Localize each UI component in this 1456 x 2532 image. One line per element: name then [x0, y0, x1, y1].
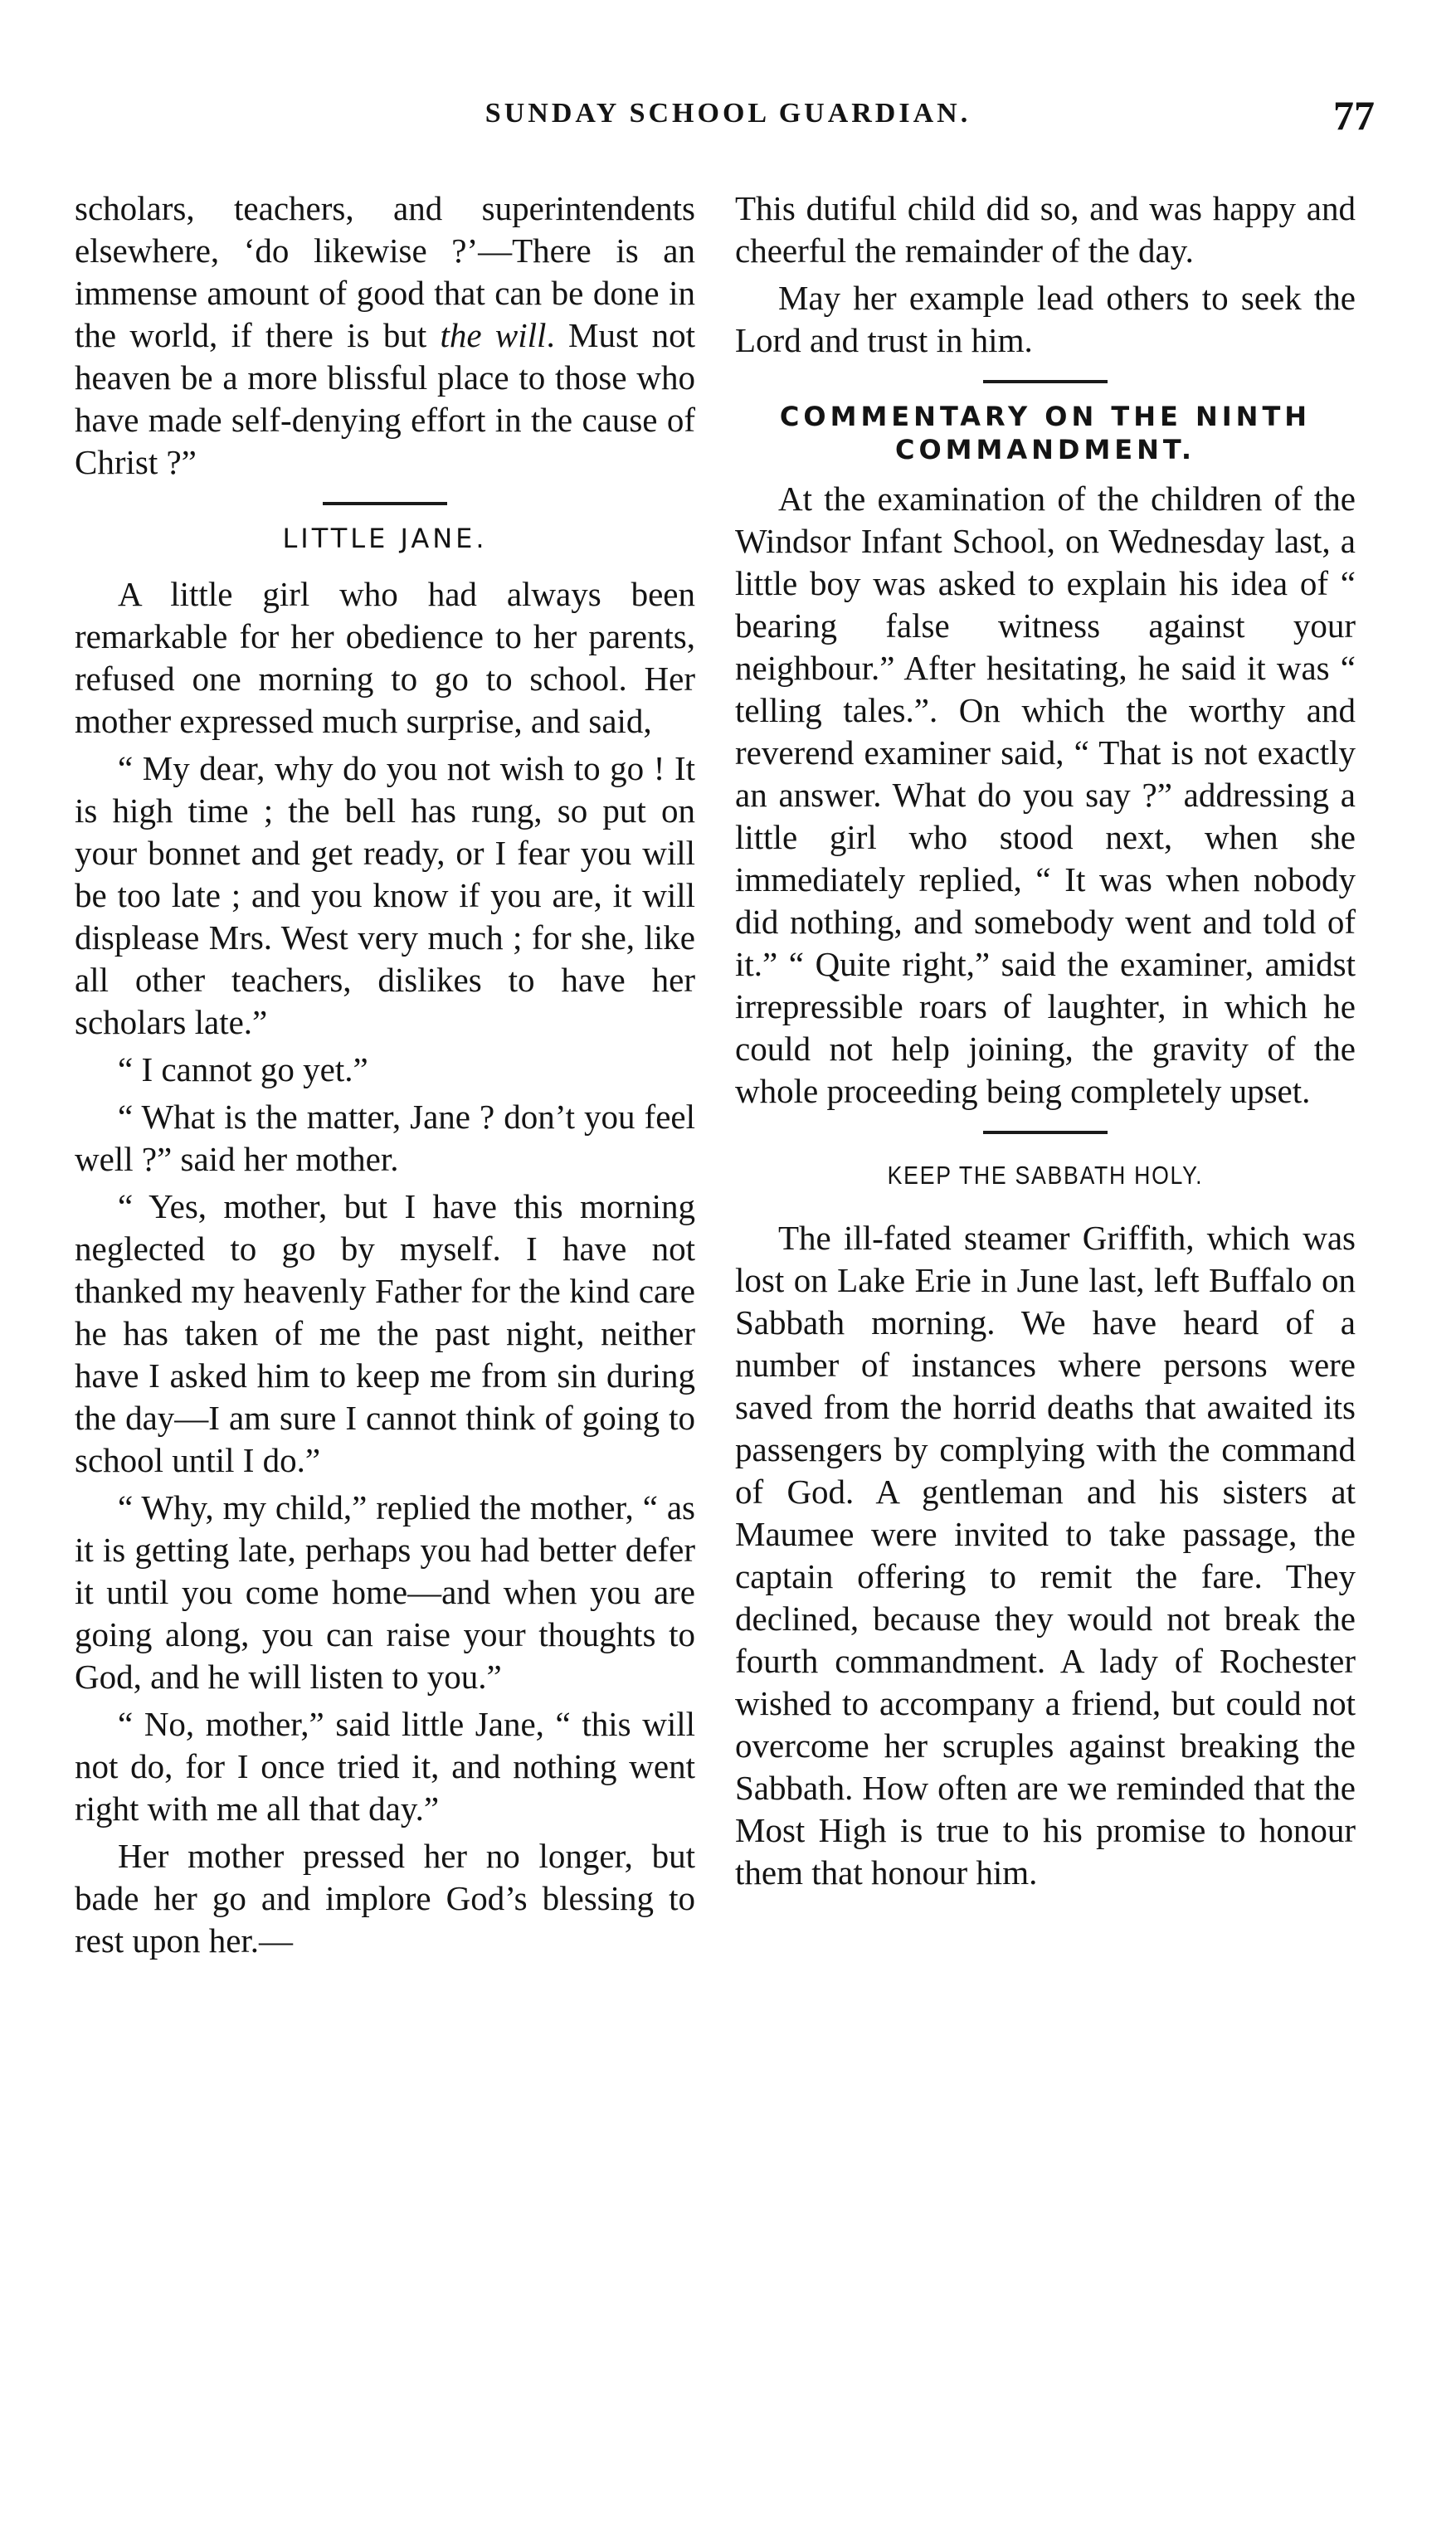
- sabbath-heading: KEEP THE SABBATH HOLY.: [887, 1161, 1204, 1190]
- section-rule: [983, 380, 1108, 383]
- little-jane-paragraph: “ Why, my child,” replied the mother, “ as it is getting late, perhaps you had better defer it until you come home—and when you are going along, you can raise your thoughts to God, and he will listen to you.”: [75, 1488, 695, 1696]
- little-jane-ending-paragraph: May her example lead others to seek the Lord and trust in him.: [735, 279, 1356, 359]
- little-jane-heading: LITTLE JANE.: [282, 523, 488, 554]
- little-jane-paragraph: “ Yes, mother, but I have this morning neglected to go by myself. I have not thanked my heavenly Father for the kind care he has taken of me the past night, neither have I asked him to keep me from sin during the day—I am sure I cannot think of going to school until I do.”: [75, 1187, 695, 1479]
- page-header: [75, 92, 1381, 148]
- section-rule: [983, 1131, 1108, 1134]
- continuation-paragraph: scholars, teachers, and superintendents elsewhere, ‘do likewise ?’—There is an immense amount of good that can be done in the world, if there is but the will. Must not heaven be a more blissful place to those who have made self-denying effort in the cause of Christ ?”: [75, 189, 696, 481]
- little-jane-paragraph: “ My dear, why do you not wish to go ! It is high time ; the bell has rung, so put on your bonnet and get ready, or I fear you will be too late ; and you know if you are, it will displease Mrs. West very much ; for she, like all other teachers, dislikes to have her scholars late.”: [75, 749, 695, 1041]
- little-jane-paragraph: Her mother pressed her no longer, but bade her go and implore God’s blessing to rest upon her.—: [75, 1837, 695, 1960]
- commentary-paragraph: At the examination of the children of the Windsor Infant School, on Wednesday last, a little boy was asked to explain his idea of “ bearing false witness against your neighbour.” After hesitating, he said it was “ telling tales.”. On which the worthy and reverend examiner said, “ That is not exactly an answer. What do you say ?” addressing a little girl who stood next, when she immediately replied, “ It was when nobody did nothing, and somebody went and told of it.” “ Quite right,” said the examiner, amidst irrepressible roars of laughter, in which he could not help joining, the gravity of the whole proceeding being completely upset.: [735, 480, 1356, 1110]
- little-jane-paragraph: “ What is the matter, Jane ? don’t you feel well ?” said her mother.: [75, 1098, 695, 1178]
- little-jane-paragraph: “ No, mother,” said little Jane, “ this will not do, for I once tried it, and nothing went right with me all that day.”: [75, 1705, 695, 1828]
- commentary-heading: COMMENTARY ON THE NINTH COMMANDMENT.: [779, 401, 1312, 465]
- little-jane-ending-paragraph: This dutiful child did so, and was happy and cheerful the remainder of the day.: [735, 189, 1356, 270]
- right-column: [735, 187, 1356, 1899]
- little-jane-paragraph: “ I cannot go yet.”: [118, 1050, 368, 1088]
- running-head: SUNDAY SCHOOL GUARDIAN.: [485, 98, 971, 129]
- emphasis-text: the will: [440, 316, 547, 354]
- section-rule: [323, 502, 447, 505]
- left-column: [75, 187, 695, 1967]
- page-number: 77: [1333, 92, 1375, 139]
- sabbath-paragraph: The ill-fated steamer Griffith, which was lost on Lake Erie in June last, left Buffalo on Sabbath morning. We have heard of a number of instances where persons were saved from the horrid deaths that awaited its passengers by complying with the command of God. A gentleman and his sisters at Maumee were invited to take passage, the captain offering to remit the fare. They declined, because they would not break the fourth commandment. A lady of Rochester wished to accompany a friend, but could not overcome her scruples against breaking the Sabbath. How often are we reminded that the Most High is true to his promise to honour them that honour him.: [735, 1219, 1356, 1892]
- little-jane-paragraph: A little girl who had always been remarkable for her obedience to her parents, refused one morning to go to school. Her mother expressed much surprise, and said,: [75, 575, 695, 740]
